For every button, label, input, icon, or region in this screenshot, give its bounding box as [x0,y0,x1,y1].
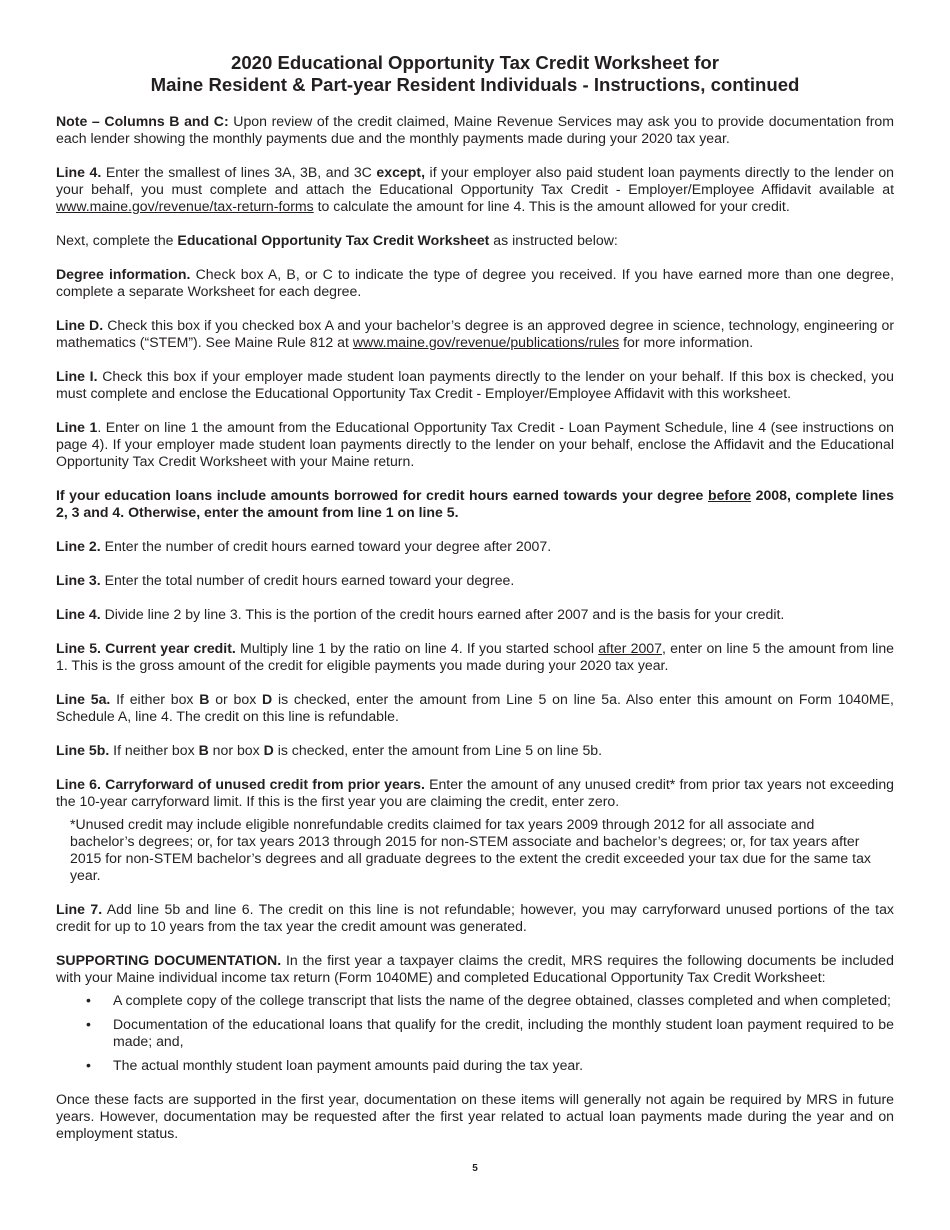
page-number: 5 [472,1163,478,1174]
bullet-icon: • [86,992,91,1008]
title-line-2: Maine Resident & Part-year Resident Individuals - Instructions, continued [150,74,800,95]
rules-link[interactable]: www.maine.gov/revenue/publications/rules [352,334,620,350]
line-d-instructions: Line D. Check this box if you checked box A and your bachelor’s degree is an approved degree in science, technology, engineering or mathematics (“STEM”). See Maine Rule 812 at www.maine.gov/revenue/publications/rules for more information. [56,317,895,350]
line-i-instructions: Line I. Check this box if your employer made student loan payments directly to the lender on your behalf. If this box is checked, you must complete and enclose the Educational Opportunity Tax Credit - Employer/Employee Affidavit with this worksheet. [56,368,894,401]
page-title [56,52,894,96]
list-item: • The actual monthly student loan payment amounts paid during the tax year. [86,1057,584,1073]
loans-before-2008-note: If your education loans include amounts borrowed for credit hours earned towards your degree before 2008, complete lines 2, 3 and 4. Otherwise, enter the amount from line 1 on line 5. [56,487,894,520]
document-page [56,52,894,1159]
supporting-documentation: SUPPORTING DOCUMENTATION. In the first year a taxpayer claims the credit, MRS requires the following documents be included with your Maine individual income tax return (Form 1040ME) and completed Educational Opportunity Tax Credit Worksheet: [56,952,894,985]
list-item: • A complete copy of the college transcript that lists the name of the degree obtained, classes completed and when completed; [86,992,891,1008]
note-columns-b-c: Note – Columns B and C: Upon review of the credit claimed, Maine Revenue Services may ask you to provide documentation from each lender showing the monthly payments due and the monthly payments made during your 2020 tax year. [56,113,895,146]
closing-paragraph: Once these facts are supported in the first year, documentation on these items will generally not again be required by MRS in future years. However, documentation may be requested after the first year related to actual loan payments made during the year and on employment status. [56,1091,894,1141]
line-2-instructions: Line 2. Enter the number of credit hours earned toward your degree after 2007. [56,538,552,554]
list-item: • Documentation of the educational loans that qualify for the credit, including the monthly student loan payment required to be made; and, [86,1016,894,1049]
line-6-instructions: Line 6. Carryforward of unused credit from prior years. Enter the amount of any unused credit* from prior tax years not exceeding the 10-year carryforward limit. If this is the first year you are claiming the credit, enter zero. [56,776,894,809]
line-3-instructions: Line 3. Enter the total number of credit hours earned toward your degree. [56,572,515,588]
line-1-instructions: Line 1. Enter on line 1 the amount from the Educational Opportunity Tax Credit - Loan Payment Schedule, line 4 (see instructions on page 4). If your employer made student loan payments directly to the lender on your behalf, enclose the Affidavit and the Educational Opportunity Tax Credit Worksheet with your Maine return. [56,419,895,469]
line-4-ratio-instructions: Line 4. Divide line 2 by line 3. This is the portion of the credit hours earned after 2007 and is the basis for your credit. [56,606,785,622]
supporting-documents-list [56,992,894,1074]
note-label: Note – Columns B and C: [56,113,229,129]
tax-return-forms-link[interactable]: www.maine.gov/revenue/tax-return-forms [56,198,314,214]
bullet-icon: • [86,1016,91,1032]
title-line-1: 2020 Educational Opportunity Tax Credit Worksheet for [230,52,719,73]
line-5a-instructions: Line 5a. If either box B or box D is checked, enter the amount from Line 5 on line 5a. Also enter this amount on Form 1040ME, Schedule A, line 4. The credit on this line is refundable. [56,691,894,724]
degree-information: Degree information. Check box A, B, or C to indicate the type of degree you received. If you have earned more than one degree, complete a separate Worksheet for each degree. [56,266,894,299]
line-5-instructions: Line 5. Current year credit. Multiply line 1 by the ratio on line 4. If you started school after 2007, enter on line 5 the amount from line 1. This is the gross amount of the credit for eligible payments you made during your 2020 tax year. [56,640,894,673]
line-5b-instructions: Line 5b. If neither box B nor box D is checked, enter the amount from Line 5 on line 5b. [56,742,603,758]
bullet-icon: • [86,1057,91,1073]
line-7-instructions: Line 7. Add line 5b and line 6. The credit on this line is not refundable; however, you may carryforward unused portions of the tax credit for up to 10 years from the tax year the credit amount was generated. [56,901,894,934]
unused-credit-footnote: *Unused credit may include eligible nonrefundable credits claimed for tax years 2009 through 2012 for all associate and bachelor’s degrees; or, for tax years 2013 through 2015 for non-STEM associate and bachelor’s degrees; or, for tax years after 2015 for non-STEM bachelor’s degrees and all graduate degrees to the extent the credit exceeded your tax due for the same tax year. [70,816,871,883]
line-4-instructions: Line 4. Enter the smallest of lines 3A, 3B, and 3C except, if your employer also paid student loan payments directly to the lender on your behalf, you must complete and attach the Educational Opportunity Tax Credit - Employer/Employee Affidavit available at www.maine.gov/revenue/tax-return-forms to calculate the amount for line 4. This is the amount allowed for your credit. [56,164,894,214]
next-worksheet-intro: Next, complete the Educational Opportunity Tax Credit Worksheet as instructed below: [56,232,618,248]
